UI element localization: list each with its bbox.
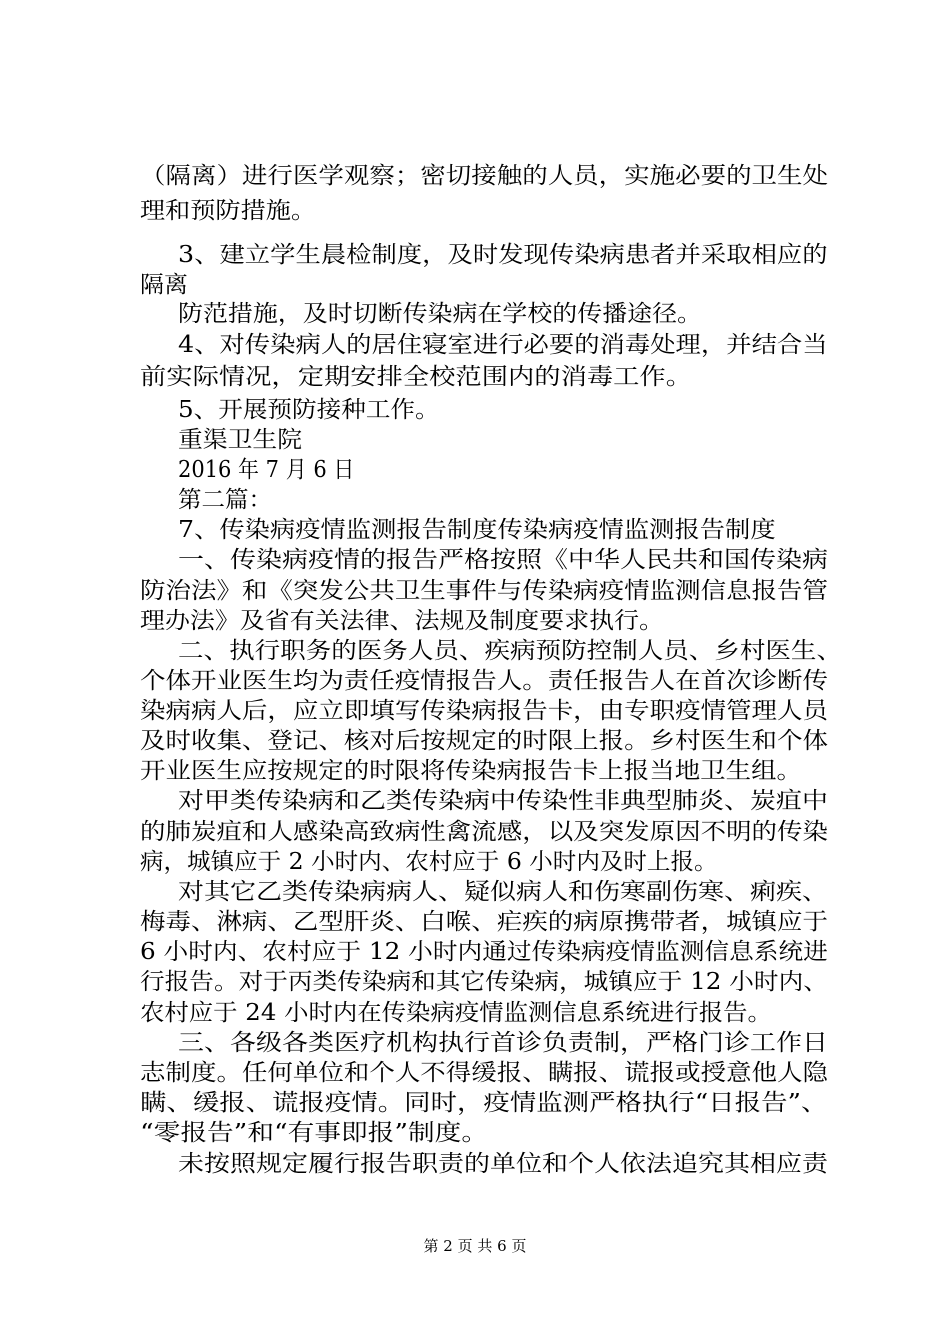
page-footer: 第 2 页 共 6 页 [423,1237,527,1255]
text-line: 三、各级各类医疗机构执行首诊负责制，严格门诊工作日 [178,1030,828,1056]
text-line: 个体开业医生均为责任疫情报告人。责任报告人在首次诊断传 [140,668,828,694]
text-line: 6 小时内、农村应于 12 小时内通过传染病疫情监测信息系统进 [140,939,828,965]
text-line: 开业医生应按规定的时限将传染病报告卡上报当地卫生组。 [140,758,802,784]
text-line: 对甲类传染病和乙类传染病中传染性非典型肺炎、炭疽中 [178,788,828,814]
text-line: 志制度。任何单位和个人不得缓报、瞒报、谎报或授意他人隐 [140,1060,828,1086]
text-line: 二、执行职务的医务人员、疾病预防控制人员、乡村医生、 [178,638,842,664]
text-line: 5、开展预防接种工作。 [178,397,440,423]
text-line: 及时收集、登记、核对后按规定的时限上报。乡村医生和个体 [140,728,828,754]
text-line: 防范措施，及时切断传染病在学校的传播途径。 [178,301,702,327]
text-line: 农村应于 24 小时内在传染病疫情监测信息系统进行报告。 [140,1000,772,1026]
text-line: 3、建立学生晨检制度，及时发现传染病患者并采取相应的 [178,242,828,268]
text-line: 染病病人后，应立即填写传染病报告卡，由专职疫情管理人员 [140,698,828,724]
text-line: 防治法》和《突发公共卫生事件与传染病疫情监测信息报告管 [140,578,828,604]
text-line: 瞒、缓报、谎报疫情。同时，疫情监测严格执行“日报告”、 [140,1090,828,1116]
text-line: 行报告。对于丙类传染病和其它传染病，城镇应于 12 小时内、 [140,969,828,995]
text-line: 梅毒、淋病、乙型肝炎、白喉、疟疾的病原携带者，城镇应于 [140,909,828,935]
text-line: 理办法》及省有关法律、法规及制度要求执行。 [140,608,664,634]
text-line: “零报告”和“有事即报”制度。 [140,1120,489,1146]
text-line: 的肺炭疽和人感染高致病性禽流感，以及突发原因不明的传染 [140,819,828,845]
text-line: 未按照规定履行报告职责的单位和个人依法追究其相应责 [178,1151,828,1177]
text-line: （隔离）进行医学观察；密切接触的人员，实施必要的卫生处 [140,163,828,189]
text-line: 病，城镇应于 2 小时内、农村应于 6 小时内及时上报。 [140,849,718,875]
text-line: 隔离 [140,272,188,298]
text-line: 4、对传染病人的居住寝室进行必要的消毒处理，并结合当 [178,332,828,358]
text-line: 2016 年 7 月 6 日 [178,457,355,483]
text-line: 前实际情况，定期安排全校范围内的消毒工作。 [140,364,692,390]
text-line: 理和预防措施。 [140,198,316,224]
text-line: 7、传染病疫情监测报告制度传染病疫情监测报告制度 [178,517,776,543]
text-line: 对其它乙类传染病病人、疑似病人和伤寒副伤寒、痢疾、 [178,879,828,905]
text-line: 重渠卫生院 [178,427,302,453]
text-line: 一、传染病疫情的报告严格按照《中华人民共和国传染病 [178,547,828,573]
text-line: 第二篇： [178,487,272,513]
